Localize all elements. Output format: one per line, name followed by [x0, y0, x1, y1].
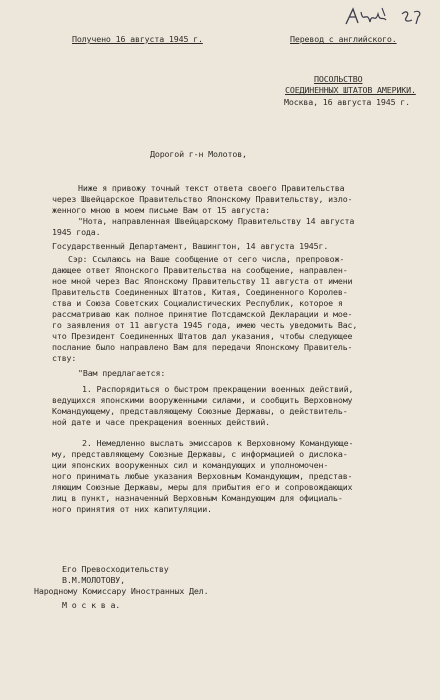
body-line: 1945 года.	[52, 227, 101, 237]
body-line: ству:	[52, 353, 77, 363]
body-line: "Нота, направленная Швейцарскому Правительству 14 августа	[78, 216, 355, 226]
body-line: Государственный Департамент, Вашингтон, 14 августа 1945г.	[52, 241, 329, 251]
body-line: Сэр: Ссылаюсь на Ваше сообщение от сего числа, препровож-	[68, 254, 345, 264]
body-line: ведущихся японскими вооруженными силами, и сообщить Верховному	[52, 395, 353, 405]
body-line: 1. Распорядиться о быстром прекращении военных действий,	[82, 384, 354, 394]
body-line: ное мной через Вас Японскому Правительству 11 августа от имени	[52, 276, 353, 286]
body-line: Ниже я привожу точный текст ответа своего Правительства	[78, 183, 345, 193]
body-line: ной дате и часе прекращения военных действий.	[52, 417, 271, 427]
body-line: 2. Немедленно выслать эмиссаров к Верховному Командующе-	[82, 438, 354, 448]
body-line: Командующему, представляющему Союзные Державы, о действитель-	[52, 406, 348, 416]
body-line: дающее ответ Японского Правительства на сообщение, направлен-	[52, 265, 348, 275]
addressee-title: Его Превосходительству	[62, 564, 169, 574]
body-line: послание было направлено Вам для передачи Японскому Правитель-	[52, 342, 353, 352]
body-line: через Швейцарское Правительство Японскому Правительству, изло-	[52, 194, 353, 204]
body-line: ства и Союза Советских Социалистических Республик, которое я	[52, 298, 343, 308]
body-line: ного принимать любые указания Верховным Командующим, представ-	[52, 471, 353, 481]
body-line: ляющим Союзные Державы, меры для прибытия его и сопровождающих	[52, 482, 353, 492]
body-line: ного принятия от них капитуляции.	[52, 504, 212, 514]
body-line: ции японских вооруженных сил и командующих и уполномочен-	[52, 460, 329, 470]
body-line: "Вам предлагается:	[78, 368, 166, 378]
body-line: женного мною в моем письме Вам от 15 августа:	[52, 205, 271, 215]
translation-note: Перевод с английского.	[290, 34, 397, 44]
place-date: Москва, 16 августа 1945 г.	[284, 97, 410, 107]
body-line: рассматриваю как полное принятие Потсдамской Декларации и мое-	[52, 309, 353, 319]
salutation: Дорогой г-н Молотов,	[150, 149, 247, 159]
embassy-name-line2: СОЕДИНЕННЫХ ШТАТОВ АМЕРИКИ.	[285, 85, 416, 95]
body-line: лиц в пункт, назначенный Верховным Командующим для официаль-	[52, 493, 343, 503]
body-line: Правительств Соединенных Штатов, Китая, Соединенного Королев-	[52, 287, 348, 297]
embassy-name-line1: ПОСОЛЬСТВО	[314, 74, 363, 84]
addressee-position: Народному Комиссару Иностранных Дел.	[34, 586, 209, 596]
handwritten-annotation	[342, 4, 434, 28]
body-line: му, представляющему Союзные Державы, с информацией о дислока-	[52, 449, 348, 459]
body-line: что Президент Соединенных Штатов дал указания, чтобы следующее	[52, 331, 353, 341]
body-line: го заявления от 11 августа 1945 года, имею честь уведомить Вас,	[52, 320, 358, 330]
addressee-name: В.М.МОЛОТОВУ,	[62, 575, 125, 585]
addressee-city: М о с к в а.	[62, 600, 121, 610]
received-note: Получено 16 августа 1945 г.	[72, 34, 203, 44]
